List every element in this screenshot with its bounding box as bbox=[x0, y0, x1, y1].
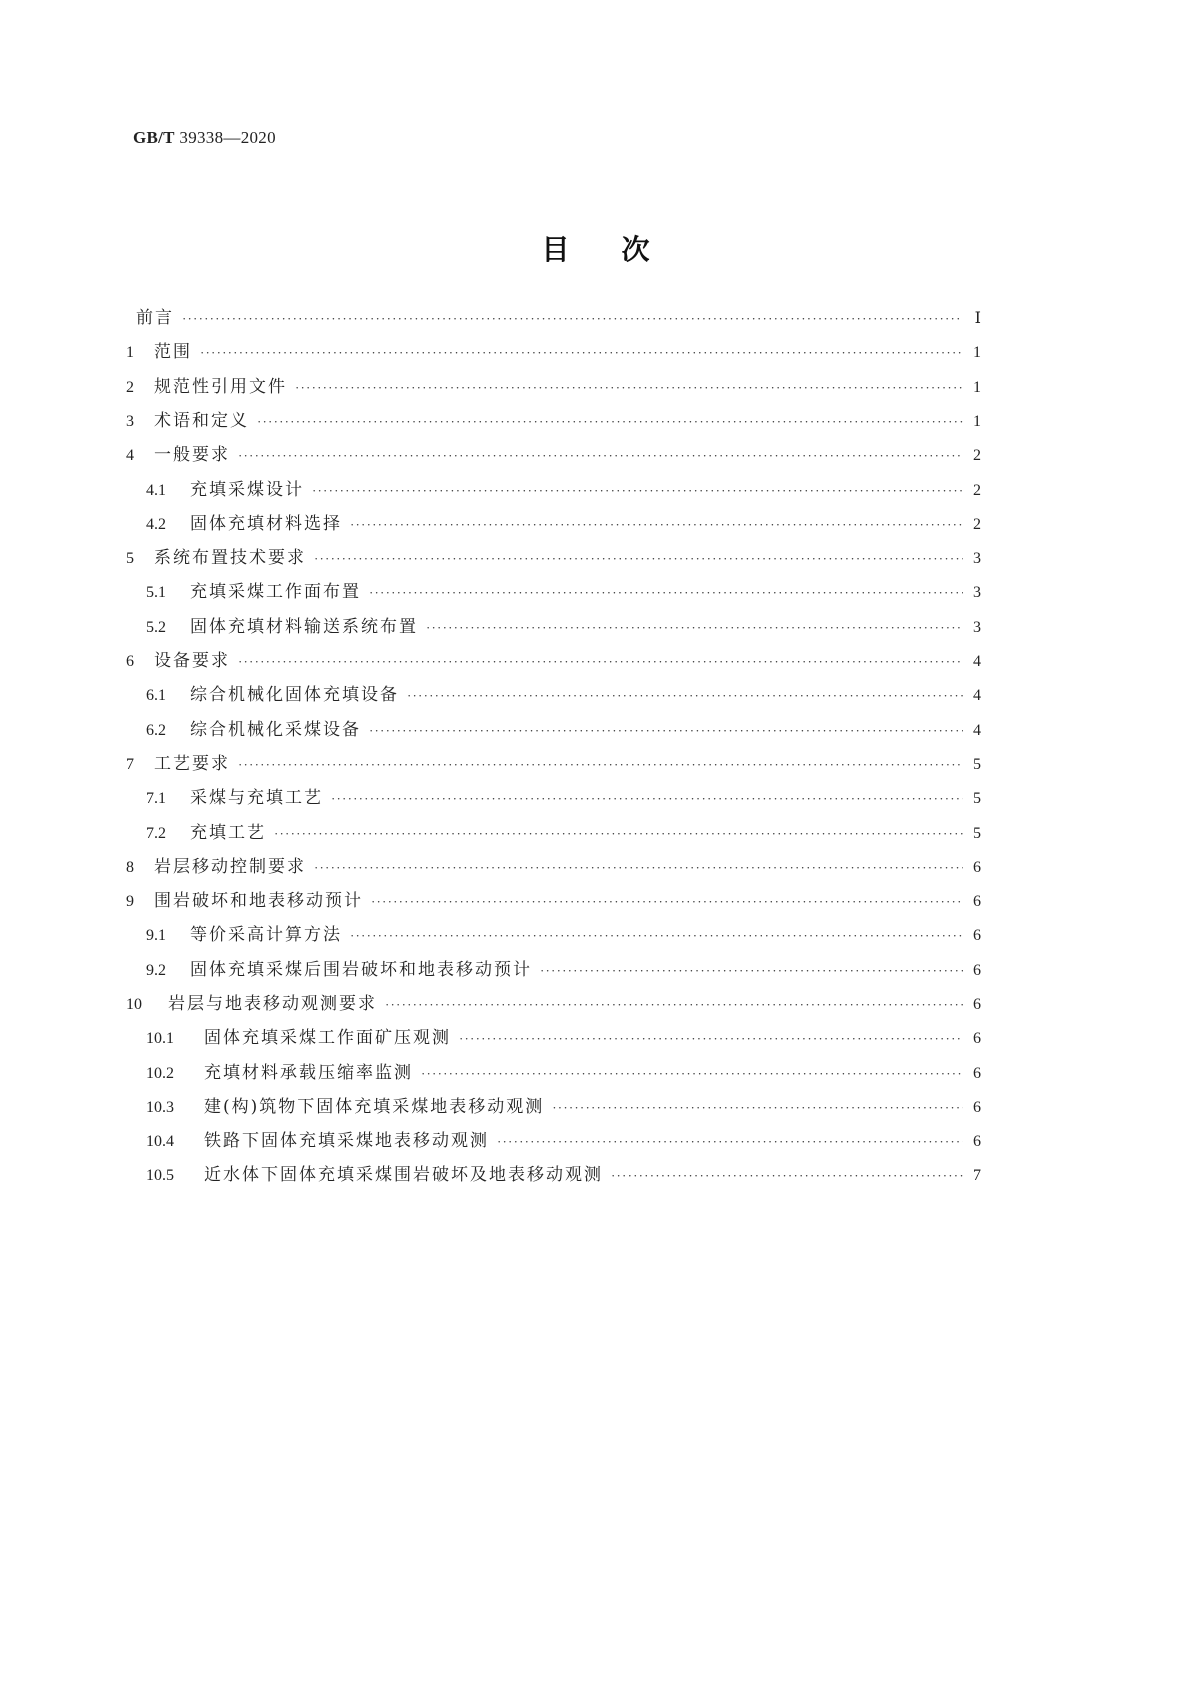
toc-leader-dots bbox=[238, 753, 963, 777]
toc-entry-label: 等价采高计算方法 bbox=[190, 925, 342, 945]
toc-entry-page-number: Ⅰ bbox=[974, 310, 981, 327]
toc-entry-page-number: 6 bbox=[973, 1030, 981, 1047]
toc-leader-dots bbox=[350, 924, 963, 948]
toc-entry-page-number: 5 bbox=[973, 790, 981, 807]
toc-entry-page-number: 1 bbox=[973, 379, 981, 396]
toc-entry-page-number: 6 bbox=[973, 893, 981, 910]
toc-entry-number: 4.1 bbox=[146, 482, 166, 499]
toc-entry-number: 7.2 bbox=[146, 825, 166, 842]
toc-entry-page-number: 3 bbox=[973, 584, 981, 601]
toc-entry-label: 规范性引用文件 bbox=[154, 377, 287, 397]
toc-leader-dots bbox=[182, 307, 963, 331]
toc-entry-page-number: 5 bbox=[973, 825, 981, 842]
toc-leader-dots bbox=[295, 376, 963, 400]
toc-entry-number: 4 bbox=[126, 447, 134, 464]
toc-leader-dots bbox=[459, 1027, 963, 1051]
toc-entry-page-number: 4 bbox=[973, 722, 981, 739]
toc-leader-dots bbox=[350, 513, 963, 537]
toc-entry-number: 1 bbox=[126, 344, 134, 361]
toc-entry-number: 10 bbox=[126, 996, 142, 1013]
toc-entry-number: 5.1 bbox=[146, 584, 166, 601]
toc-leader-dots bbox=[238, 444, 963, 468]
toc-entry-number: 9 bbox=[126, 893, 134, 910]
toc-leader-dots bbox=[369, 719, 963, 743]
toc-entry-page-number: 6 bbox=[973, 1133, 981, 1150]
toc-entry[interactable] bbox=[146, 821, 981, 845]
toc-entry[interactable] bbox=[146, 478, 981, 502]
toc-leader-dots bbox=[371, 890, 963, 914]
toc-entry-number: 10.5 bbox=[146, 1167, 174, 1184]
toc-entry-number: 6.1 bbox=[146, 687, 166, 704]
toc-entry-number: 7 bbox=[126, 756, 134, 773]
toc-entry-label: 综合机械化采煤设备 bbox=[190, 720, 361, 740]
toc-entry-label: 充填采煤设计 bbox=[190, 480, 304, 500]
toc-entry-page-number: 4 bbox=[973, 687, 981, 704]
standard-prefix: GB/T bbox=[133, 128, 175, 147]
toc-leader-dots bbox=[331, 787, 963, 811]
toc-entry-number: 6 bbox=[126, 653, 134, 670]
toc-entry-label: 岩层与地表移动观测要求 bbox=[168, 994, 377, 1014]
toc-entry-page-number: 3 bbox=[973, 550, 981, 567]
toc-leader-dots bbox=[385, 993, 963, 1017]
toc-entry-label: 建(构)筑物下固体充填采煤地表移动观测 bbox=[204, 1097, 545, 1117]
toc-entry[interactable] bbox=[146, 958, 981, 982]
toc-entry-label: 围岩破坏和地表移动预计 bbox=[154, 891, 363, 911]
toc-entry-page-number: 1 bbox=[973, 344, 981, 361]
toc-entry-number: 6.2 bbox=[146, 722, 166, 739]
toc-entry-number: 10.2 bbox=[146, 1065, 174, 1082]
toc-entry[interactable] bbox=[126, 992, 981, 1016]
toc-entry[interactable] bbox=[126, 752, 981, 776]
toc-entry-number: 10.3 bbox=[146, 1099, 174, 1116]
toc-entry[interactable] bbox=[146, 1095, 981, 1119]
toc-entry-page-number: 6 bbox=[973, 1065, 981, 1082]
toc-entry[interactable] bbox=[146, 923, 981, 947]
toc-entry-number: 2 bbox=[126, 379, 134, 396]
toc-entry-number: 9.1 bbox=[146, 927, 166, 944]
toc-entry[interactable] bbox=[146, 683, 981, 707]
toc-entry-page-number: 3 bbox=[973, 619, 981, 636]
toc-entry-label: 术语和定义 bbox=[154, 411, 249, 431]
toc-leader-dots bbox=[407, 684, 963, 708]
toc-entry-number: 10.1 bbox=[146, 1030, 174, 1047]
toc-entry-label: 综合机械化固体充填设备 bbox=[190, 685, 399, 705]
toc-entry-label: 近水体下固体充填采煤围岩破坏及地表移动观测 bbox=[204, 1165, 603, 1185]
toc-entry[interactable] bbox=[146, 512, 981, 536]
toc-entry-page-number: 6 bbox=[973, 927, 981, 944]
toc-entry[interactable] bbox=[126, 546, 981, 570]
toc-entry-page-number: 1 bbox=[973, 413, 981, 430]
toc-entry[interactable] bbox=[146, 615, 981, 639]
toc-entry-label: 设备要求 bbox=[154, 651, 230, 671]
toc-entry-number: 9.2 bbox=[146, 962, 166, 979]
toc-entry-label: 固体充填材料输送系统布置 bbox=[190, 617, 418, 637]
toc-entry[interactable] bbox=[126, 375, 981, 399]
toc-leader-dots bbox=[552, 1096, 963, 1120]
toc-leader-dots bbox=[369, 581, 963, 605]
toc-entry[interactable] bbox=[146, 1026, 981, 1050]
toc-entry[interactable] bbox=[146, 718, 981, 742]
toc-leader-dots bbox=[312, 479, 963, 503]
toc-leader-dots bbox=[314, 856, 963, 880]
toc-entry[interactable] bbox=[146, 580, 981, 604]
toc-entry-number: 5 bbox=[126, 550, 134, 567]
toc-entry[interactable] bbox=[126, 855, 981, 879]
toc-entry-page-number: 6 bbox=[973, 859, 981, 876]
toc-leader-dots bbox=[274, 822, 963, 846]
toc-entry-number: 5.2 bbox=[146, 619, 166, 636]
toc-entry-page-number: 2 bbox=[973, 516, 981, 533]
standard-code bbox=[133, 128, 276, 148]
toc-entry-label: 铁路下固体充填采煤地表移动观测 bbox=[204, 1131, 489, 1151]
toc-leader-dots bbox=[421, 1062, 963, 1086]
toc-entry-page-number: 4 bbox=[973, 653, 981, 670]
toc-entry-label: 充填工艺 bbox=[190, 823, 266, 843]
toc-leader-dots bbox=[238, 650, 963, 674]
toc-entry-page-number: 2 bbox=[973, 447, 981, 464]
toc-leader-dots bbox=[540, 959, 963, 983]
toc-entry[interactable] bbox=[136, 306, 981, 330]
toc-entry-label: 范围 bbox=[154, 342, 192, 362]
standard-number: 39338—2020 bbox=[179, 128, 276, 147]
toc-entry-number: 8 bbox=[126, 859, 134, 876]
toc-entry[interactable] bbox=[146, 1129, 981, 1153]
toc-entry-page-number: 2 bbox=[973, 482, 981, 499]
toc-entry-label: 采煤与充填工艺 bbox=[190, 788, 323, 808]
toc-entry[interactable] bbox=[126, 340, 981, 364]
toc-entry-label: 一般要求 bbox=[154, 445, 230, 465]
toc-entry-label: 岩层移动控制要求 bbox=[154, 857, 306, 877]
toc-entry-number: 7.1 bbox=[146, 790, 166, 807]
toc-entry-page-number: 6 bbox=[973, 1099, 981, 1116]
toc-entry-label: 工艺要求 bbox=[154, 754, 230, 774]
toc-entry-number: 10.4 bbox=[146, 1133, 174, 1150]
toc-entry[interactable] bbox=[126, 889, 981, 913]
toc-entry[interactable] bbox=[126, 649, 981, 673]
toc-entry-label: 前言 bbox=[136, 308, 174, 328]
toc-entry-page-number: 5 bbox=[973, 756, 981, 773]
toc-entry-label: 系统布置技术要求 bbox=[154, 548, 306, 568]
toc-entry-label: 充填材料承载压缩率监测 bbox=[204, 1063, 413, 1083]
toc-leader-dots bbox=[257, 410, 963, 434]
toc-entry[interactable] bbox=[146, 1061, 981, 1085]
toc-entry-label: 固体充填采煤后围岩破坏和地表移动预计 bbox=[190, 960, 532, 980]
toc-leader-dots bbox=[497, 1130, 963, 1154]
toc-entry-label: 固体充填采煤工作面矿压观测 bbox=[204, 1028, 451, 1048]
toc-entry[interactable] bbox=[146, 786, 981, 810]
toc-entry-label: 充填采煤工作面布置 bbox=[190, 582, 361, 602]
toc-entry-page-number: 7 bbox=[973, 1167, 981, 1184]
toc-entry[interactable] bbox=[146, 1163, 981, 1187]
toc-entry-page-number: 6 bbox=[973, 962, 981, 979]
toc-entry-number: 4.2 bbox=[146, 516, 166, 533]
toc-entry-page-number: 6 bbox=[973, 996, 981, 1013]
page-title: 目次 bbox=[541, 233, 702, 266]
toc-entry-label: 固体充填材料选择 bbox=[190, 514, 342, 534]
toc-leader-dots bbox=[611, 1164, 963, 1188]
toc-entry-number: 3 bbox=[126, 413, 134, 430]
toc-entry[interactable] bbox=[126, 443, 981, 467]
toc-entry[interactable] bbox=[126, 409, 981, 433]
toc-leader-dots bbox=[314, 547, 963, 571]
toc-leader-dots bbox=[200, 341, 963, 365]
toc-leader-dots bbox=[426, 616, 963, 640]
